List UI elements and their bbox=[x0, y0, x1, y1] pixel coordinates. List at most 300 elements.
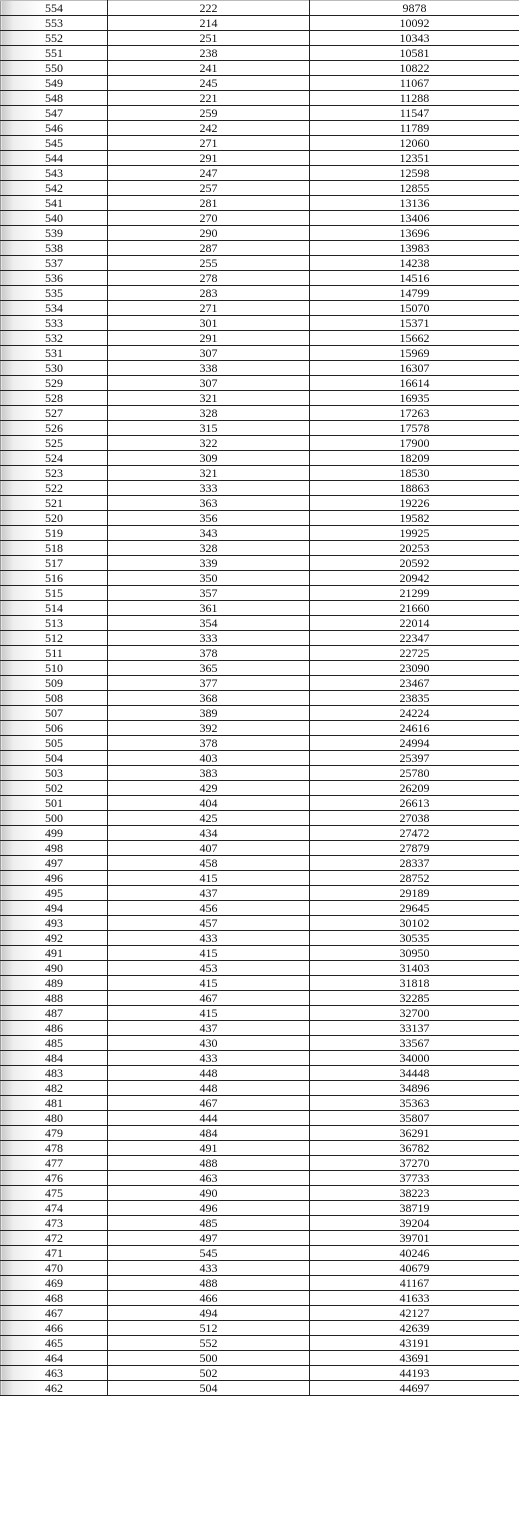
table-row bbox=[1, 226, 519, 241]
count-cell: 238 bbox=[108, 46, 310, 61]
score-cell: 471 bbox=[1, 1246, 108, 1261]
table-row bbox=[1, 751, 519, 766]
score-cell: 463 bbox=[1, 1366, 108, 1381]
count-cell: 497 bbox=[108, 1231, 310, 1246]
cumulative-cell: 18209 bbox=[310, 451, 519, 466]
score-cell: 494 bbox=[1, 901, 108, 916]
count-cell: 221 bbox=[108, 91, 310, 106]
cumulative-cell: 33137 bbox=[310, 1021, 519, 1036]
cumulative-cell: 29189 bbox=[310, 886, 519, 901]
count-cell: 429 bbox=[108, 781, 310, 796]
score-cell: 526 bbox=[1, 421, 108, 436]
table-row bbox=[1, 361, 519, 376]
count-cell: 251 bbox=[108, 31, 310, 46]
table-row bbox=[1, 241, 519, 256]
cumulative-cell: 10092 bbox=[310, 16, 519, 31]
score-cell: 553 bbox=[1, 16, 108, 31]
table-row bbox=[1, 616, 519, 631]
table-row bbox=[1, 271, 519, 286]
count-cell: 467 bbox=[108, 991, 310, 1006]
cumulative-cell: 22014 bbox=[310, 616, 519, 631]
score-cell: 519 bbox=[1, 526, 108, 541]
table-row bbox=[1, 1201, 519, 1216]
table-row bbox=[1, 1336, 519, 1351]
score-cell: 535 bbox=[1, 286, 108, 301]
cumulative-cell: 43191 bbox=[310, 1336, 519, 1351]
table-row bbox=[1, 376, 519, 391]
score-cell: 489 bbox=[1, 976, 108, 991]
cumulative-cell: 35363 bbox=[310, 1096, 519, 1111]
table-row bbox=[1, 1291, 519, 1306]
count-cell: 255 bbox=[108, 256, 310, 271]
table-row bbox=[1, 16, 519, 31]
table-row bbox=[1, 481, 519, 496]
count-cell: 309 bbox=[108, 451, 310, 466]
cumulative-cell: 13136 bbox=[310, 196, 519, 211]
table-row bbox=[1, 856, 519, 871]
cumulative-cell: 39204 bbox=[310, 1216, 519, 1231]
cumulative-cell: 15070 bbox=[310, 301, 519, 316]
count-cell: 291 bbox=[108, 151, 310, 166]
count-cell: 433 bbox=[108, 931, 310, 946]
cumulative-cell: 11067 bbox=[310, 76, 519, 91]
cumulative-cell: 21299 bbox=[310, 586, 519, 601]
cumulative-cell: 29645 bbox=[310, 901, 519, 916]
count-cell: 301 bbox=[108, 316, 310, 331]
cumulative-cell: 17900 bbox=[310, 436, 519, 451]
table-row bbox=[1, 1141, 519, 1156]
cumulative-cell: 44193 bbox=[310, 1366, 519, 1381]
table-row bbox=[1, 1096, 519, 1111]
table-row bbox=[1, 586, 519, 601]
score-cell: 464 bbox=[1, 1351, 108, 1366]
table-row bbox=[1, 1021, 519, 1036]
score-cell: 484 bbox=[1, 1051, 108, 1066]
cumulative-cell: 10343 bbox=[310, 31, 519, 46]
table-row bbox=[1, 796, 519, 811]
count-cell: 448 bbox=[108, 1081, 310, 1096]
cumulative-cell: 35807 bbox=[310, 1111, 519, 1126]
count-cell: 350 bbox=[108, 571, 310, 586]
cumulative-cell: 13696 bbox=[310, 226, 519, 241]
count-cell: 484 bbox=[108, 1126, 310, 1141]
count-cell: 287 bbox=[108, 241, 310, 256]
score-cell: 467 bbox=[1, 1306, 108, 1321]
cumulative-cell: 11288 bbox=[310, 91, 519, 106]
table-row bbox=[1, 1171, 519, 1186]
count-cell: 545 bbox=[108, 1246, 310, 1261]
score-cell: 477 bbox=[1, 1156, 108, 1171]
cumulative-cell: 9878 bbox=[310, 1, 519, 16]
count-cell: 467 bbox=[108, 1096, 310, 1111]
score-cell: 490 bbox=[1, 961, 108, 976]
score-cell: 534 bbox=[1, 301, 108, 316]
count-cell: 415 bbox=[108, 976, 310, 991]
score-cell: 524 bbox=[1, 451, 108, 466]
score-cell: 468 bbox=[1, 1291, 108, 1306]
count-cell: 321 bbox=[108, 466, 310, 481]
count-cell: 378 bbox=[108, 646, 310, 661]
table-row bbox=[1, 406, 519, 421]
table-body bbox=[1, 1, 519, 1396]
score-cell: 518 bbox=[1, 541, 108, 556]
count-cell: 466 bbox=[108, 1291, 310, 1306]
table-row bbox=[1, 931, 519, 946]
table-row bbox=[1, 466, 519, 481]
count-cell: 368 bbox=[108, 691, 310, 706]
cumulative-cell: 23835 bbox=[310, 691, 519, 706]
table-row bbox=[1, 1126, 519, 1141]
score-cell: 470 bbox=[1, 1261, 108, 1276]
table-row bbox=[1, 421, 519, 436]
table-row bbox=[1, 181, 519, 196]
score-cell: 501 bbox=[1, 796, 108, 811]
cumulative-cell: 40246 bbox=[310, 1246, 519, 1261]
table-row bbox=[1, 76, 519, 91]
table-row bbox=[1, 31, 519, 46]
cumulative-cell: 12060 bbox=[310, 136, 519, 151]
table-row bbox=[1, 676, 519, 691]
cumulative-cell: 17263 bbox=[310, 406, 519, 421]
table-row bbox=[1, 736, 519, 751]
cumulative-cell: 41167 bbox=[310, 1276, 519, 1291]
cumulative-cell: 27038 bbox=[310, 811, 519, 826]
table-row bbox=[1, 256, 519, 271]
table-row bbox=[1, 346, 519, 361]
cumulative-cell: 19925 bbox=[310, 526, 519, 541]
cumulative-cell: 37270 bbox=[310, 1156, 519, 1171]
count-cell: 270 bbox=[108, 211, 310, 226]
count-cell: 433 bbox=[108, 1051, 310, 1066]
count-cell: 214 bbox=[108, 16, 310, 31]
cumulative-cell: 19226 bbox=[310, 496, 519, 511]
count-cell: 328 bbox=[108, 406, 310, 421]
count-cell: 433 bbox=[108, 1261, 310, 1276]
cumulative-cell: 16307 bbox=[310, 361, 519, 376]
score-cell: 481 bbox=[1, 1096, 108, 1111]
table-row bbox=[1, 1186, 519, 1201]
cumulative-cell: 37733 bbox=[310, 1171, 519, 1186]
table-row bbox=[1, 916, 519, 931]
table-row bbox=[1, 661, 519, 676]
score-cell: 497 bbox=[1, 856, 108, 871]
cumulative-cell: 20942 bbox=[310, 571, 519, 586]
cumulative-cell: 25397 bbox=[310, 751, 519, 766]
cumulative-cell: 38223 bbox=[310, 1186, 519, 1201]
cumulative-cell: 14799 bbox=[310, 286, 519, 301]
cumulative-cell: 36782 bbox=[310, 1141, 519, 1156]
count-cell: 415 bbox=[108, 946, 310, 961]
score-cell: 515 bbox=[1, 586, 108, 601]
table-row bbox=[1, 811, 519, 826]
count-cell: 512 bbox=[108, 1321, 310, 1336]
cumulative-cell: 32700 bbox=[310, 1006, 519, 1021]
table-row bbox=[1, 316, 519, 331]
cumulative-cell: 21660 bbox=[310, 601, 519, 616]
cumulative-cell: 22347 bbox=[310, 631, 519, 646]
cumulative-cell: 25780 bbox=[310, 766, 519, 781]
score-cell: 465 bbox=[1, 1336, 108, 1351]
score-cell: 493 bbox=[1, 916, 108, 931]
table-row bbox=[1, 961, 519, 976]
count-cell: 403 bbox=[108, 751, 310, 766]
cumulative-cell: 12598 bbox=[310, 166, 519, 181]
table-row bbox=[1, 331, 519, 346]
cumulative-cell: 11547 bbox=[310, 106, 519, 121]
count-cell: 407 bbox=[108, 841, 310, 856]
table-row bbox=[1, 391, 519, 406]
score-cell: 512 bbox=[1, 631, 108, 646]
count-cell: 434 bbox=[108, 826, 310, 841]
cumulative-cell: 23467 bbox=[310, 676, 519, 691]
count-cell: 247 bbox=[108, 166, 310, 181]
count-cell: 448 bbox=[108, 1066, 310, 1081]
table-row bbox=[1, 766, 519, 781]
cumulative-cell: 39701 bbox=[310, 1231, 519, 1246]
cumulative-cell: 11789 bbox=[310, 121, 519, 136]
score-cell: 523 bbox=[1, 466, 108, 481]
table-row bbox=[1, 901, 519, 916]
table-row bbox=[1, 631, 519, 646]
table-row bbox=[1, 1156, 519, 1171]
count-cell: 463 bbox=[108, 1171, 310, 1186]
table-row bbox=[1, 211, 519, 226]
cumulative-cell: 10822 bbox=[310, 61, 519, 76]
count-cell: 271 bbox=[108, 136, 310, 151]
table-row bbox=[1, 1381, 519, 1396]
cumulative-cell: 40679 bbox=[310, 1261, 519, 1276]
table-row bbox=[1, 1321, 519, 1336]
score-cell: 542 bbox=[1, 181, 108, 196]
table-row bbox=[1, 91, 519, 106]
table-row bbox=[1, 1, 519, 16]
count-cell: 307 bbox=[108, 376, 310, 391]
score-cell: 474 bbox=[1, 1201, 108, 1216]
table-row bbox=[1, 286, 519, 301]
table-row bbox=[1, 991, 519, 1006]
count-cell: 322 bbox=[108, 436, 310, 451]
score-cell: 545 bbox=[1, 136, 108, 151]
score-cell: 517 bbox=[1, 556, 108, 571]
score-cell: 548 bbox=[1, 91, 108, 106]
score-cell: 478 bbox=[1, 1141, 108, 1156]
count-cell: 430 bbox=[108, 1036, 310, 1051]
cumulative-cell: 28752 bbox=[310, 871, 519, 886]
count-cell: 315 bbox=[108, 421, 310, 436]
score-cell: 531 bbox=[1, 346, 108, 361]
table-row bbox=[1, 871, 519, 886]
table-row bbox=[1, 601, 519, 616]
score-cell: 482 bbox=[1, 1081, 108, 1096]
table-row bbox=[1, 826, 519, 841]
score-cell: 546 bbox=[1, 121, 108, 136]
cumulative-cell: 34896 bbox=[310, 1081, 519, 1096]
table-row bbox=[1, 1231, 519, 1246]
count-cell: 283 bbox=[108, 286, 310, 301]
table-row bbox=[1, 46, 519, 61]
table-row bbox=[1, 1276, 519, 1291]
table-row bbox=[1, 1351, 519, 1366]
score-cell: 491 bbox=[1, 946, 108, 961]
score-cell: 530 bbox=[1, 361, 108, 376]
score-cell: 485 bbox=[1, 1036, 108, 1051]
count-cell: 338 bbox=[108, 361, 310, 376]
table-row bbox=[1, 436, 519, 451]
score-cell: 516 bbox=[1, 571, 108, 586]
count-cell: 245 bbox=[108, 76, 310, 91]
count-cell: 356 bbox=[108, 511, 310, 526]
count-cell: 354 bbox=[108, 616, 310, 631]
cumulative-cell: 30102 bbox=[310, 916, 519, 931]
cumulative-cell: 27879 bbox=[310, 841, 519, 856]
table-row bbox=[1, 166, 519, 181]
count-cell: 453 bbox=[108, 961, 310, 976]
cumulative-cell: 44697 bbox=[310, 1381, 519, 1396]
count-cell: 222 bbox=[108, 1, 310, 16]
score-cell: 540 bbox=[1, 211, 108, 226]
score-cell: 533 bbox=[1, 316, 108, 331]
table-row bbox=[1, 1306, 519, 1321]
count-cell: 488 bbox=[108, 1276, 310, 1291]
count-cell: 415 bbox=[108, 871, 310, 886]
count-cell: 278 bbox=[108, 271, 310, 286]
score-cell: 487 bbox=[1, 1006, 108, 1021]
score-cell: 532 bbox=[1, 331, 108, 346]
score-cell: 469 bbox=[1, 1276, 108, 1291]
count-cell: 444 bbox=[108, 1111, 310, 1126]
score-cell: 528 bbox=[1, 391, 108, 406]
count-cell: 392 bbox=[108, 721, 310, 736]
cumulative-cell: 23090 bbox=[310, 661, 519, 676]
score-cell: 502 bbox=[1, 781, 108, 796]
score-cell: 488 bbox=[1, 991, 108, 1006]
score-cell: 520 bbox=[1, 511, 108, 526]
score-cell: 552 bbox=[1, 31, 108, 46]
cumulative-cell: 32285 bbox=[310, 991, 519, 1006]
score-cell: 486 bbox=[1, 1021, 108, 1036]
table-row bbox=[1, 571, 519, 586]
score-cell: 510 bbox=[1, 661, 108, 676]
score-cell: 507 bbox=[1, 706, 108, 721]
score-cell: 551 bbox=[1, 46, 108, 61]
table-row bbox=[1, 1366, 519, 1381]
count-cell: 328 bbox=[108, 541, 310, 556]
cumulative-cell: 18530 bbox=[310, 466, 519, 481]
score-cell: 513 bbox=[1, 616, 108, 631]
score-cell: 498 bbox=[1, 841, 108, 856]
cumulative-cell: 43691 bbox=[310, 1351, 519, 1366]
score-cell: 543 bbox=[1, 166, 108, 181]
score-cell: 511 bbox=[1, 646, 108, 661]
table-row bbox=[1, 136, 519, 151]
cumulative-cell: 12351 bbox=[310, 151, 519, 166]
table-row bbox=[1, 946, 519, 961]
cumulative-cell: 24616 bbox=[310, 721, 519, 736]
count-cell: 496 bbox=[108, 1201, 310, 1216]
table-row bbox=[1, 556, 519, 571]
count-cell: 377 bbox=[108, 676, 310, 691]
score-cell: 495 bbox=[1, 886, 108, 901]
score-cell: 492 bbox=[1, 931, 108, 946]
count-cell: 321 bbox=[108, 391, 310, 406]
cumulative-cell: 31403 bbox=[310, 961, 519, 976]
table-row bbox=[1, 1216, 519, 1231]
cumulative-cell: 33567 bbox=[310, 1036, 519, 1051]
table-row bbox=[1, 781, 519, 796]
score-cell: 480 bbox=[1, 1111, 108, 1126]
score-cell: 503 bbox=[1, 766, 108, 781]
table-row bbox=[1, 511, 519, 526]
cumulative-cell: 20592 bbox=[310, 556, 519, 571]
count-cell: 491 bbox=[108, 1141, 310, 1156]
cumulative-cell: 13406 bbox=[310, 211, 519, 226]
table-row bbox=[1, 541, 519, 556]
table-row bbox=[1, 1066, 519, 1081]
count-cell: 504 bbox=[108, 1381, 310, 1396]
count-cell: 378 bbox=[108, 736, 310, 751]
count-cell: 502 bbox=[108, 1366, 310, 1381]
count-cell: 456 bbox=[108, 901, 310, 916]
table-row bbox=[1, 691, 519, 706]
score-cell: 473 bbox=[1, 1216, 108, 1231]
count-cell: 290 bbox=[108, 226, 310, 241]
score-cell: 475 bbox=[1, 1186, 108, 1201]
cumulative-cell: 15662 bbox=[310, 331, 519, 346]
cumulative-cell: 17578 bbox=[310, 421, 519, 436]
count-cell: 363 bbox=[108, 496, 310, 511]
score-cell: 536 bbox=[1, 271, 108, 286]
count-cell: 365 bbox=[108, 661, 310, 676]
score-cell: 541 bbox=[1, 196, 108, 211]
count-cell: 333 bbox=[108, 481, 310, 496]
table-row bbox=[1, 1036, 519, 1051]
cumulative-cell: 42127 bbox=[310, 1306, 519, 1321]
count-cell: 490 bbox=[108, 1186, 310, 1201]
score-cell: 547 bbox=[1, 106, 108, 121]
score-cell: 476 bbox=[1, 1171, 108, 1186]
cumulative-cell: 26209 bbox=[310, 781, 519, 796]
count-cell: 437 bbox=[108, 1021, 310, 1036]
cumulative-cell: 34448 bbox=[310, 1066, 519, 1081]
cumulative-cell: 42639 bbox=[310, 1321, 519, 1336]
count-cell: 281 bbox=[108, 196, 310, 211]
score-cell: 538 bbox=[1, 241, 108, 256]
cumulative-cell: 15969 bbox=[310, 346, 519, 361]
table-row bbox=[1, 1051, 519, 1066]
cumulative-cell: 30950 bbox=[310, 946, 519, 961]
score-cell: 550 bbox=[1, 61, 108, 76]
score-cell: 539 bbox=[1, 226, 108, 241]
score-cell: 496 bbox=[1, 871, 108, 886]
table-row bbox=[1, 646, 519, 661]
score-cell: 466 bbox=[1, 1321, 108, 1336]
score-cell: 514 bbox=[1, 601, 108, 616]
count-cell: 259 bbox=[108, 106, 310, 121]
score-cell: 544 bbox=[1, 151, 108, 166]
count-cell: 488 bbox=[108, 1156, 310, 1171]
cumulative-cell: 24994 bbox=[310, 736, 519, 751]
cumulative-cell: 24224 bbox=[310, 706, 519, 721]
score-cell: 522 bbox=[1, 481, 108, 496]
table-row bbox=[1, 121, 519, 136]
score-cell: 525 bbox=[1, 436, 108, 451]
cumulative-cell: 27472 bbox=[310, 826, 519, 841]
cumulative-cell: 41633 bbox=[310, 1291, 519, 1306]
score-cell: 505 bbox=[1, 736, 108, 751]
cumulative-cell: 19582 bbox=[310, 511, 519, 526]
count-cell: 343 bbox=[108, 526, 310, 541]
score-cell: 483 bbox=[1, 1066, 108, 1081]
